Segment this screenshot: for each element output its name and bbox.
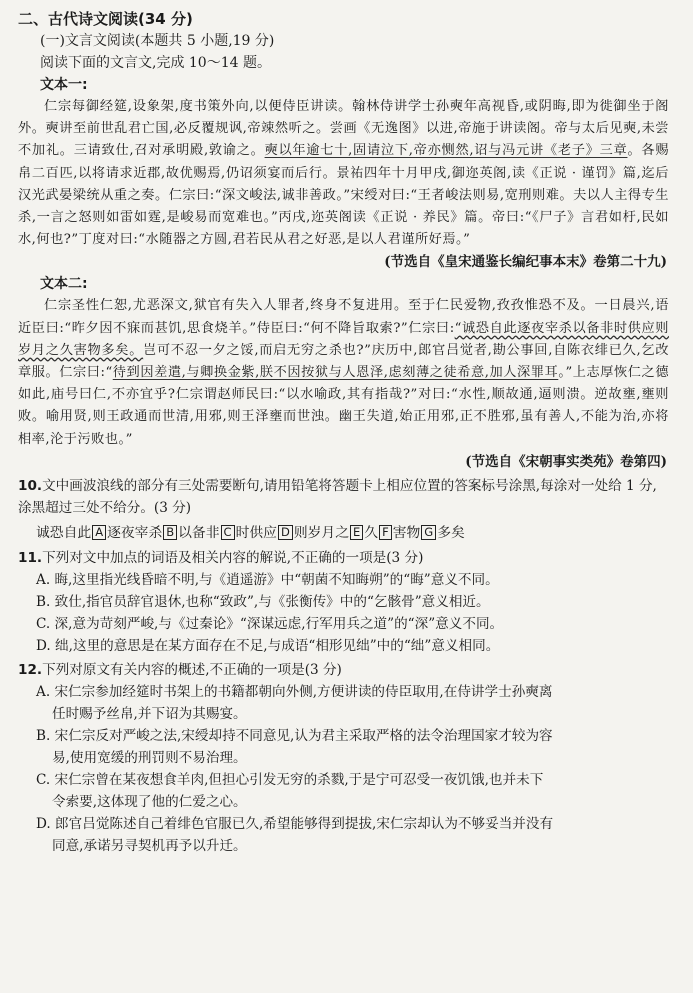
question-11 — [18, 547, 669, 569]
question-12-number: 12. — [18, 661, 43, 678]
text1-source: (节选自《皇宋通鉴长编纪事本末》卷第二十九) — [384, 254, 667, 271]
instruction: 阅读下面的文言文,完成 10～14 题。 — [40, 55, 271, 71]
text1-underlined-sentence: 奭以年逾七十,固请泣下,帝亦恻然,诏与冯元讲《老子》三章 — [264, 143, 628, 159]
question-11-option-a[interactable]: A. 晦,这里指光线昏暗不明,与《逍遥游》中“朝菌不知晦朔”的“晦”意义不同。 — [36, 571, 499, 588]
break-marker-e[interactable]: E — [350, 525, 363, 540]
option-line: D. 郎官吕觉陈述自己着绯色官服已久,希望能够得到提拔,宋仁宗却认为不够妥当并没有 — [36, 815, 554, 832]
segment: 久 — [364, 524, 379, 541]
question-10-number: 10. — [18, 477, 43, 494]
segment: 诚恐自此 — [36, 524, 92, 541]
break-marker-g[interactable]: G — [421, 525, 436, 540]
text2-label: 文本二: — [40, 276, 88, 293]
section-title: 二、古代诗文阅读(34 分) — [18, 10, 193, 28]
text2-paragraph — [18, 295, 669, 450]
question-11-stem: 下列对文中加点的词语及相关内容的解说,不正确的一项是(3 分) — [42, 549, 424, 566]
question-12-option-a[interactable] — [18, 681, 669, 725]
segment: 逐夜宰杀 — [107, 524, 163, 541]
segment: 以备非 — [178, 524, 220, 541]
segment: 时供应 — [235, 524, 277, 541]
segment: 多矣 — [437, 524, 465, 541]
question-12-option-c[interactable] — [18, 769, 669, 813]
segment: 害物 — [392, 524, 421, 541]
text2-part-c: 。”上志厚恢仁之德如此,庙号曰仁,不亦宜乎?仁宗谓赵师民曰:“以水喻政,其有指哉?”对曰:“水性,顺故通,逼则溃。逆故壅,壅则败。喻用贤,则王政通而世清,用邪,则王泽壅而世浊。幽王失道,始正用邪,正不胜邪,虽有善人,不能为治,亦将相率,沦于污败也。” — [18, 365, 670, 447]
text1-paragraph — [18, 96, 669, 251]
text1-part-b: 。各赐帛二百匹,以将请求近郡,故优赐焉,仍诏须宴而后行。景祐四年十月甲戌,御迩英阁,读《正说 · 谨罚》篇,迄后汉光武晏梁统从重之奏。仁宗曰:“深文峻法,诚非善政。”宋绶对曰:“王者峻法则易,宽刑则难。夫以人主得专生杀,一言之怒则如雷如霆,是峻易而宽难也。”丙戌,迩英阁读《正说 · 养民》篇。帝曰:“《尸子》言君如杅,民如水,何也?”丁度对曰:“水随器之方圆,君若民从君之好恶,是以人君谨所好焉。” — [18, 143, 670, 248]
question-12-stem: 下列对原文有关内容的概述,不正确的一项是(3 分) — [42, 661, 342, 678]
break-marker-b[interactable]: B — [163, 525, 177, 540]
text2-part-b: 岂可不忍一夕之馁,而启无穷之杀也?”庆历中,郎官吕觉者,勘公事回,自陈衣绯已久,乞改章服。仁宗曰:“ — [18, 342, 670, 381]
break-marker-d[interactable]: D — [278, 525, 293, 540]
text2-wavy-sentence: “诚恐自此逐夜宰杀以备非时供应则岁月之久害物多矣。 — [18, 320, 669, 358]
question-11-option-c[interactable]: C. 深,意为苛刻严峻,与《过秦论》“深谋远虑,行军用兵之道”的“深”意义不同。 — [36, 615, 504, 632]
question-12-option-d[interactable] — [18, 813, 669, 857]
break-marker-c[interactable]: C — [221, 525, 235, 540]
text2-source: (节选自《宋朝事实类苑》卷第四) — [465, 453, 667, 470]
question-11-number: 11. — [18, 549, 43, 566]
segment: 则岁月之 — [293, 524, 349, 541]
text1-part-a: 仁宗每御经筵,设象架,度书策外向,以便侍臣讲读。翰林侍讲学士孙奭年高视昏,或阴晦,即为徙御坐于阁外。奭讲至前世乱君亡国,必反覆规讽,帝竦然听之。尝画《无逸图》以进,帝施于讲读阁。帝与太后见奭,未尝不加礼。三请致仕,召对承明殿,敦谕之。 — [18, 99, 669, 159]
question-10 — [18, 475, 669, 519]
option-continuation: 易,使用宽缓的刑罚则不易治理。 — [52, 749, 247, 766]
question-10-break-line — [18, 521, 669, 545]
option-line: A. 宋仁宗参加经筵时书架上的书籍都朝向外侧,方便讲读的侍臣取用,在侍讲学士孙奭离 — [36, 683, 553, 700]
text2-passage — [18, 295, 669, 450]
option-continuation: 任时赐予丝帛,并下诏为其赐宴。 — [52, 705, 247, 722]
question-10-stem: 文中画波浪线的部分有三处需要断句,请用铅笔将答题卡上相应位置的答案标号涂黑,每涂对一处给 1 分,涂黑超过三处不给分。(3 分) — [18, 477, 657, 516]
text2-part-a: 仁宗圣性仁恕,尤恶深文,狱官有失入人罪者,终身不复进用。至于仁民爱物,孜孜惟恐不及。一日晨兴,语近臣曰:“昨夕因不寐而甚饥,思食烧羊。”侍臣曰:“何不降旨取索?”仁宗曰: — [18, 298, 669, 336]
subsection-title: (一)文言文阅读(本题共 5 小题,19 分) — [40, 33, 275, 49]
text2-underlined-sentence: 待到因差遣,与卿换金紫,朕不因按狱与人恩泽,虑刻薄之徒希意,加人深罪耳 — [112, 365, 559, 381]
break-marker-a[interactable]: A — [92, 525, 106, 540]
option-continuation: 同意,承诺另寻契机再予以升迁。 — [52, 837, 247, 854]
text1-label: 文本一: — [40, 77, 88, 93]
question-12 — [18, 659, 669, 681]
option-continuation: 令索要,这体现了他的仁爱之心。 — [52, 793, 247, 810]
text1-passage — [18, 96, 669, 251]
break-marker-f[interactable]: F — [379, 525, 392, 540]
option-line: B. 宋仁宗反对严峻之法,宋绶却持不同意见,认为君主采取严格的法令治理国家才较为容 — [36, 727, 553, 744]
option-line: C. 宋仁宗曾在某夜想食羊肉,但担心引发无穷的杀戮,于是宁可忍受一夜饥饿,也并未下 — [36, 771, 544, 788]
question-11-option-d[interactable]: D. 绌,这里的意思是在某方面存在不足,与成语“相形见绌”中的“绌”意义相同。 — [36, 637, 500, 654]
question-12-option-b[interactable] — [18, 725, 669, 769]
question-11-option-b[interactable]: B. 致仕,指官员辞官退休,也称“致政”,与《张衡传》中的“乞骸骨”意义相近。 — [36, 593, 490, 610]
